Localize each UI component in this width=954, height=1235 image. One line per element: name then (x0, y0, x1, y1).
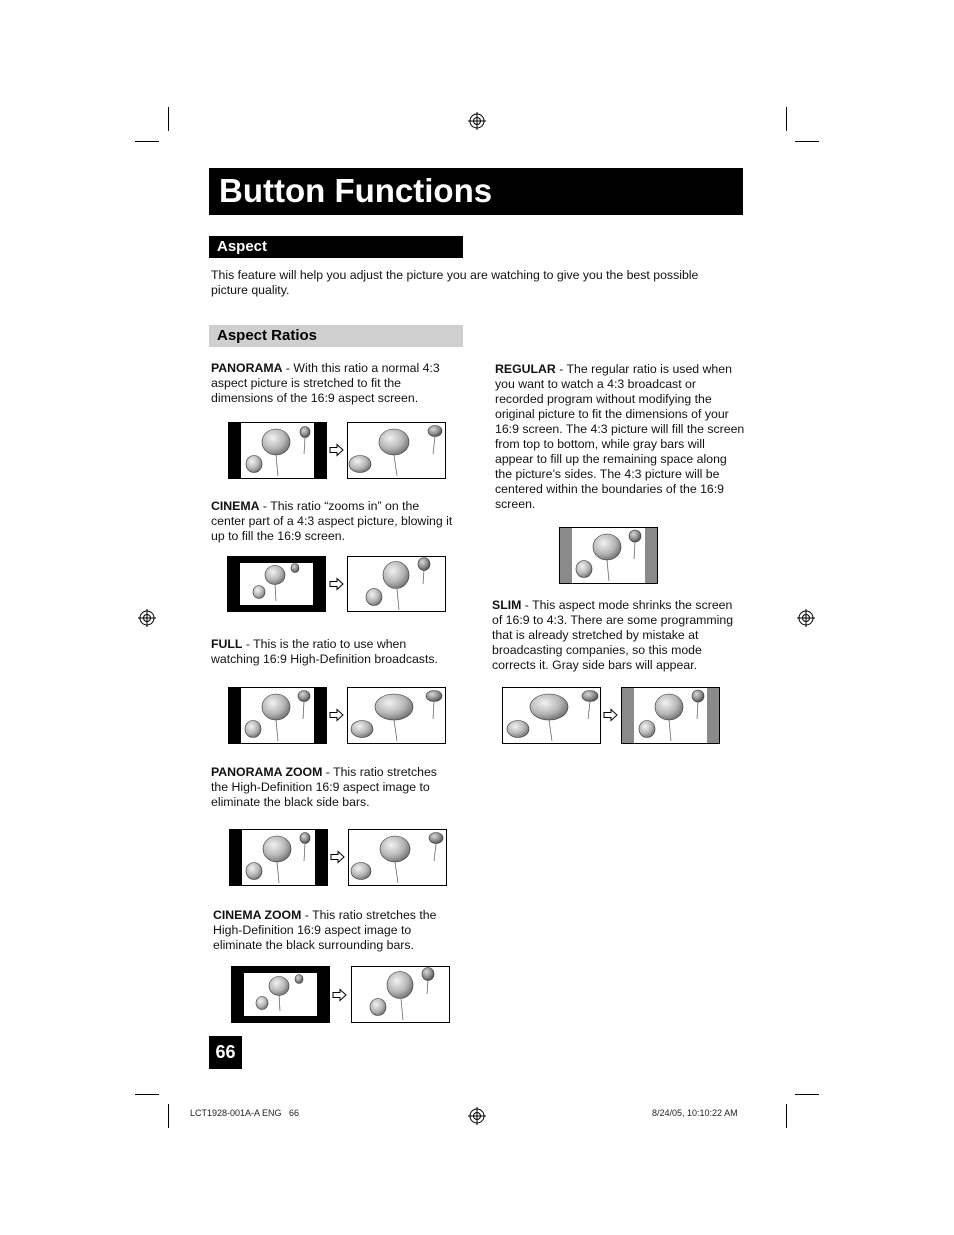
mode-label: FULL (211, 637, 243, 651)
arrow-right-icon (330, 851, 345, 863)
page-number: 66 (215, 1042, 236, 1062)
mode-label: PANORAMA (211, 361, 283, 375)
section-header: Aspect (217, 238, 268, 255)
intro-text: This feature will help you adjust the picture you are watching to give you the best possible picture quality. (211, 268, 699, 297)
regular-description (495, 362, 745, 512)
page-title-bar (209, 168, 743, 215)
crop-mark (795, 141, 819, 142)
panorama-description (211, 361, 441, 406)
mode-desc: - This ratio stretches the High-Definition 16:9 aspect image to eliminate the black side bars. (211, 765, 437, 809)
cinema-description (211, 499, 456, 544)
arrow-right-icon (603, 709, 618, 721)
registration-mark-icon (468, 112, 486, 130)
crop-mark (795, 1094, 819, 1095)
mode-desc: - With this ratio a normal 4:3 aspect picture is stretched to fit the dimensions of the 16:9 aspect screen. (211, 361, 440, 405)
mode-label: SLIM (492, 598, 522, 612)
cinema-after-screen (347, 556, 446, 612)
crop-mark (168, 1104, 169, 1128)
cinema-zoom-description (213, 908, 443, 953)
full-description (211, 637, 451, 667)
mode-desc: - This aspect mode shrinks the screen of 16:9 to 4:3. There are some programming that is already stretched by mistake at broadcasting companies, so this mode corrects it. Gray side bars will appear. (492, 598, 734, 672)
mode-desc: - This ratio stretches the High-Definition 16:9 aspect image to eliminate the black surrounding bars. (213, 908, 437, 952)
cinema-before-screen (227, 556, 326, 612)
page-number-box (209, 1036, 242, 1069)
arrow-right-icon (329, 578, 344, 590)
mode-desc: - The regular ratio is used when you want to watch a 4:3 broadcast or recorded program without modifying the original picture to fit the dimensions of your 16:9 screen. The 4:3 picture will fill the screen from top to bottom, while gray bars will appear to fill up the remaining space along the picture’s sides. The 4:3 picture will be centered within the boundaries of the 16:9 screen. (495, 362, 745, 511)
mode-desc: - This is the ratio to use when watching 16:9 High-Definition broadcasts. (211, 637, 438, 666)
panorama-zoom-before-screen (229, 829, 328, 886)
crop-mark (135, 1094, 159, 1095)
cinema-zoom-before-screen (231, 966, 330, 1023)
slim-before-screen (502, 687, 601, 744)
cinema-zoom-after-screen (351, 966, 450, 1023)
footer-right: 8/24/05, 10:10:22 AM (652, 1108, 738, 1118)
crop-mark (786, 107, 787, 131)
panorama-after-screen (347, 422, 446, 479)
arrow-right-icon (332, 989, 347, 1001)
subsection-header: Aspect Ratios (217, 327, 318, 344)
mode-label: PANORAMA ZOOM (211, 765, 323, 779)
mode-label: CINEMA (211, 499, 260, 513)
page-title: Button Functions (219, 172, 493, 209)
footer-left: LCT1928-001A-A ENG 66 (190, 1108, 300, 1118)
section-header-bar (209, 236, 463, 258)
crop-mark (168, 107, 169, 131)
panorama-zoom-after-screen (348, 829, 447, 886)
registration-mark-icon (468, 1107, 486, 1125)
panorama-before-screen (228, 422, 327, 479)
full-before-screen (228, 687, 327, 744)
slim-description (492, 598, 744, 673)
arrow-right-icon (329, 444, 344, 456)
crop-mark (135, 141, 159, 142)
mode-label: REGULAR (495, 362, 556, 376)
mode-desc: - This ratio “zooms in” on the center part of a 4:3 aspect picture, blowing it up to fill the 16:9 screen. (211, 499, 453, 543)
subsection-header-bar (209, 325, 463, 347)
registration-mark-icon (138, 609, 156, 627)
registration-mark-icon (797, 609, 815, 627)
slim-after-screen (621, 687, 720, 744)
crop-mark (786, 1104, 787, 1128)
full-after-screen (347, 687, 446, 744)
arrow-right-icon (329, 709, 344, 721)
regular-screen (559, 527, 658, 584)
panorama-zoom-description (211, 765, 451, 810)
mode-label: CINEMA ZOOM (213, 908, 302, 922)
